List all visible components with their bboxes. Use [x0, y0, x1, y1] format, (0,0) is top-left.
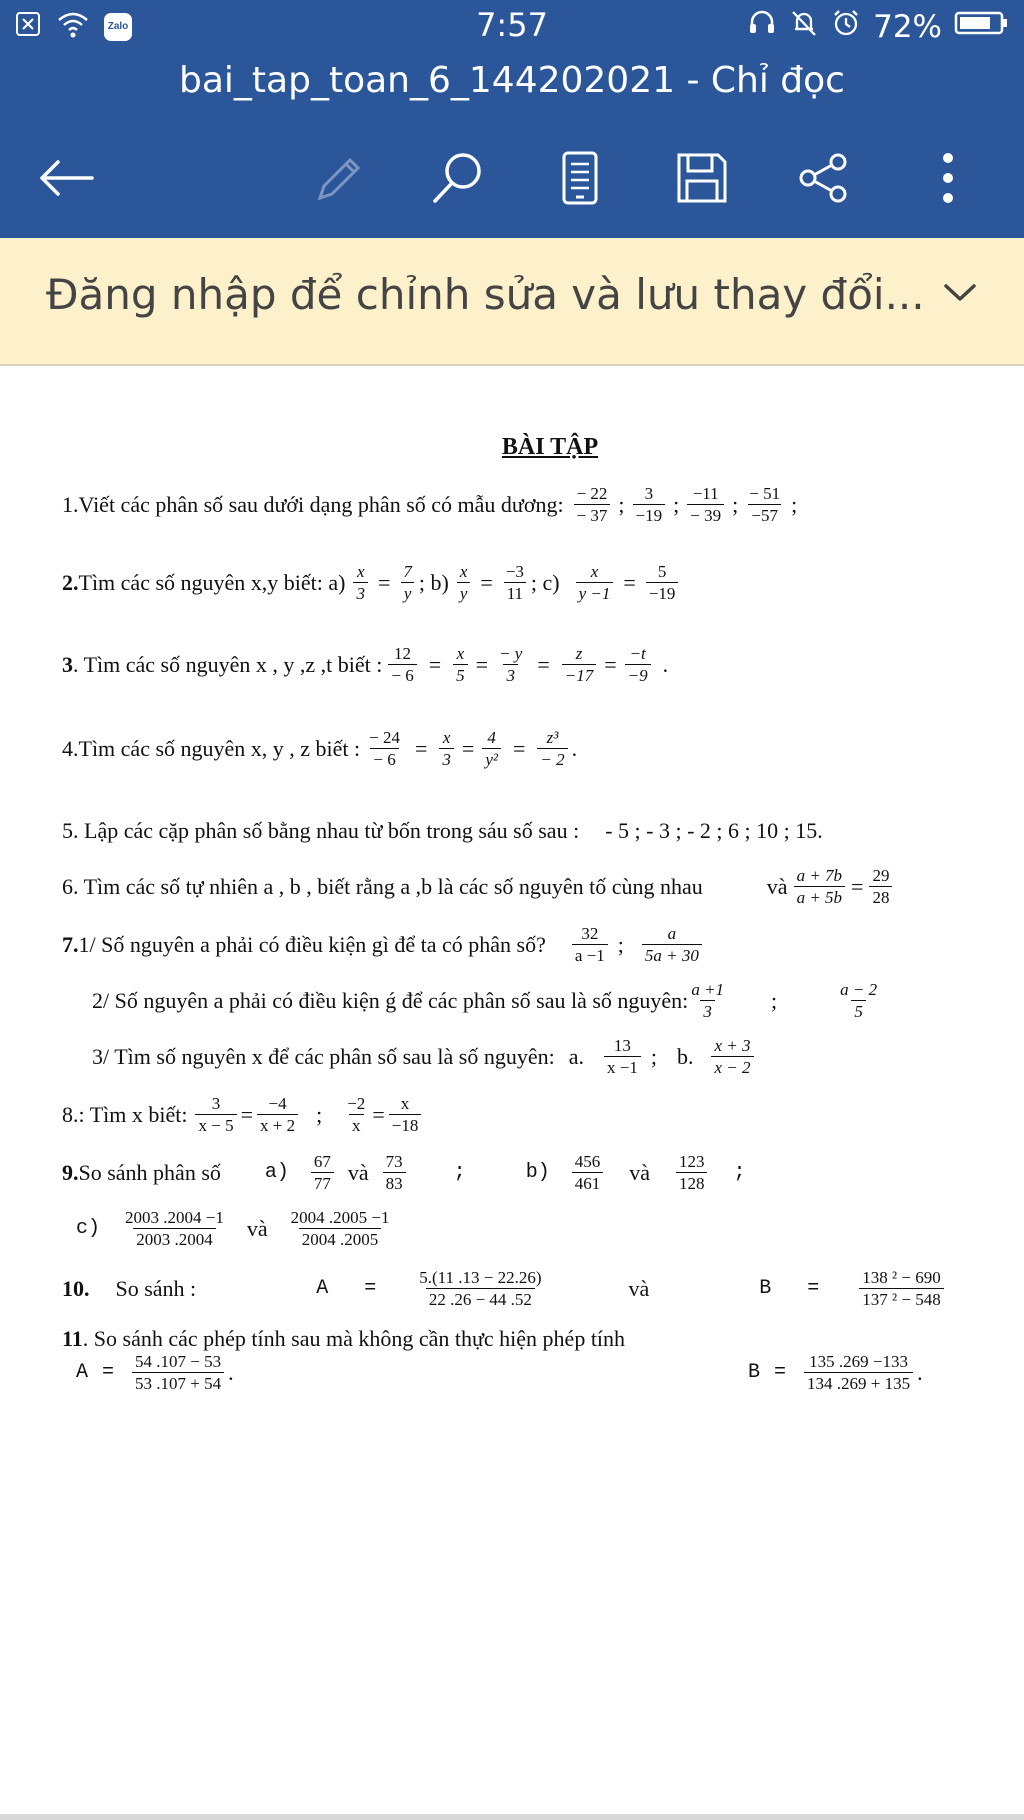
- fraction: $\frac{-3}{11}$: [503, 562, 527, 603]
- exercise-11-expression-a: A = $\frac{54 .107 - 53}{53 .107 + 54}$ .: [76, 1352, 234, 1393]
- zalo-app-icon: Zalo: [104, 13, 132, 41]
- fraction: $\frac{-2}{x}$: [347, 1094, 366, 1135]
- battery-level: 72%: [873, 9, 942, 45]
- sign-in-banner-text: Đăng nhập để chỉnh sửa và lưu thay đổi...: [46, 270, 925, 319]
- fraction: $\frac{12}{- 6}$: [388, 644, 416, 685]
- fraction: $\frac{- 24}{- 6}$: [369, 728, 400, 769]
- fraction: $\frac{3}{x - 5}$: [195, 1094, 236, 1135]
- app-bar: [0, 52, 1024, 238]
- fraction: $\frac{\text{138 ² − 690}}{\text{137 ² − 548}}$: [859, 1268, 943, 1309]
- document-title: bai_tap_toan_6_144202021 - Chỉ đọc: [179, 60, 845, 101]
- save-button[interactable]: [666, 142, 738, 214]
- search-button[interactable]: [422, 142, 494, 214]
- fraction: $\frac{29}{28}$: [869, 866, 892, 907]
- document-heading: BÀI TẬP: [501, 434, 599, 460]
- exercise-9-part-c: c) 2003 .2004 −1 2003 .2004 và 2004 .2005 −1 2004 .2005: [76, 1208, 396, 1249]
- sign-in-banner[interactable]: [0, 238, 1024, 366]
- fraction: $\frac{x}{-18}$: [389, 1094, 422, 1135]
- fraction: 2004 .2005 −1 2004 .2005: [290, 1208, 390, 1249]
- exercise-3: 3 . Tìm các số nguyên x , y ,z ,t biết : $\frac{12}{- 6}$ = $\frac{x}{5}$ = $\frac{- y}{3}$ = $\frac{z}{-17}$ = $\frac{-t}{-9}$ .: [62, 644, 669, 685]
- back-button[interactable]: [30, 142, 102, 214]
- exercise-10: 10. So sánh : A = $\frac{5.(11 .13 - 22.26)}{22 .26 - 44 .52}$ và B = $\frac{\text{138 ² − 690}}{\text{137 ² − 548}}$: [62, 1268, 948, 1309]
- exercise-11: 11 . So sánh các phép tính sau mà không cần thực hiện phép tính: [62, 1326, 626, 1351]
- fraction: − 22 − 37: [574, 484, 611, 525]
- share-button[interactable]: [788, 142, 860, 214]
- fraction: 2003 .2004 −1 2003 .2004: [125, 1208, 224, 1249]
- pencil-icon: [308, 150, 364, 206]
- exercise-7-part-2: 2/ Số nguyên a phải có điều kiện ǵ để các phân số sau là số nguyên: a +1 3 ; a − 2 5: [92, 980, 884, 1021]
- fraction: $\frac{-4}{x + 2}$: [257, 1094, 298, 1135]
- fraction: $\frac{z}{-17}$: [562, 644, 596, 685]
- chevron-down-icon: [942, 280, 978, 304]
- mobile-view-icon: [558, 150, 602, 206]
- share-icon: [796, 150, 852, 206]
- status-bar: [0, 0, 1024, 52]
- exercise-7: 7. 1/ Số nguyên a phải có điều kiện gì để ta có phân số? 32 a −1 ; a 5a + 30: [62, 924, 706, 965]
- more-vertical-icon: [938, 150, 958, 206]
- fraction: $\frac{- y}{3}$: [499, 644, 523, 685]
- fraction: −11 − 39: [687, 484, 724, 525]
- exercise-7-part-3: 3/ Tìm số nguyên x để các phân số sau là số nguyên: a. 13 x −1 ; b. x + 3 x − 2: [92, 1036, 758, 1077]
- exercise-6: 6. Tìm các số tự nhiên a , b , biết rằng a ,b là các số nguyên tố cùng nhau và $\frac{a + 7b}{a + 5b}$ = $\frac{29}{28}$: [62, 866, 896, 907]
- more-options-button[interactable]: [912, 142, 984, 214]
- fraction: $\frac{x}{3}$: [439, 728, 454, 769]
- fraction: 456 461: [572, 1152, 604, 1193]
- fraction: 13 x −1: [604, 1036, 641, 1077]
- exercise-9: 9. So sánh phân số a) 67 77 và 73 83 ; b) 456 461 và 123 128 ;: [62, 1152, 746, 1193]
- fraction: 73 83: [383, 1152, 406, 1193]
- battery-icon: [954, 9, 1008, 45]
- back-arrow-icon: [36, 158, 96, 198]
- fraction: $\frac{4}{\text{y²}}$: [482, 728, 501, 769]
- fraction: $\frac{135 .269 -133}{134 .269 + 135}$: [804, 1352, 913, 1393]
- fraction: x + 3 x − 2: [711, 1036, 753, 1077]
- exercise-4: 4.Tìm các số nguyên x, y , z biết : $\frac{- 24}{- 6}$ = $\frac{x}{3}$ = $\frac{4}{\text{y²}}$ = $\frac{\text{z³}}{- 2}$ .: [62, 728, 578, 769]
- fraction: 32 a −1: [572, 924, 608, 965]
- fraction: a − 2 5: [840, 980, 878, 1021]
- exercise-1-text: 1.Viết các phân số sau dưới dạng phân số có mẫu dương:: [62, 491, 564, 517]
- fraction: $\frac{7}{y}$: [400, 562, 415, 603]
- fraction: a 5a + 30: [642, 924, 702, 965]
- fraction: $\frac{a + 7b}{a + 5b}$: [794, 866, 845, 907]
- clock: 7:57: [476, 6, 548, 44]
- exercise-8: 8.: Tìm x biết: $\frac{3}{x - 5}$ = $\frac{-4}{x + 2}$ ; $\frac{-2}{x}$ = $\frac{x}{-18}$: [62, 1094, 425, 1135]
- expand-banner-button[interactable]: [942, 280, 978, 309]
- exercise-2: 2. Tìm các số nguyên x,y biết: a) $\frac{x}{3}$ = $\frac{7}{y}$ ; b) $\frac{x}{y}$ = $\frac{-3}{11}$ ; c) $\frac{x}{y -1}$ = $\frac{5}{-19}$: [62, 562, 682, 603]
- exercise-5: 5. Lập các cặp phân số bằng nhau từ bốn trong sáu số sau : - 5 ; - 3 ; - 2 ; 6 ; 10 ; 15.: [62, 818, 823, 843]
- document-page[interactable]: [0, 366, 1024, 1820]
- exercise-1: 1.Viết các phân số sau dưới dạng phân số có mẫu dương: − 22 − 37 ; 3 −19 ; −11 − 39 ; − 51 −57 ;: [62, 484, 798, 525]
- fraction: $\frac{x}{3}$: [353, 562, 368, 603]
- fraction: 67 77: [311, 1152, 334, 1193]
- fraction: $\frac{\text{z³}}{- 2}$: [537, 728, 567, 769]
- fraction: a +1 3: [691, 980, 725, 1021]
- fraction: $\frac{x}{y}$: [457, 562, 471, 603]
- search-icon: [429, 149, 487, 207]
- fraction: $\frac{5}{-19}$: [646, 562, 679, 603]
- fraction: 123 128: [676, 1152, 708, 1193]
- fraction: $\frac{x}{5}$: [453, 644, 468, 685]
- fraction: $\frac{-t}{-9}$: [625, 644, 651, 685]
- bottom-edge: [0, 1814, 1024, 1820]
- mute-bell-icon: [789, 8, 819, 46]
- fraction: $\frac{x}{y -1}$: [576, 562, 614, 603]
- fraction: 3 −19: [633, 484, 666, 525]
- alarm-icon: [831, 8, 861, 46]
- fraction: $\frac{54 .107 - 53}{53 .107 + 54}$: [132, 1352, 224, 1393]
- mobile-view-button[interactable]: [544, 142, 616, 214]
- edit-button[interactable]: [300, 142, 372, 214]
- exercise-11-expression-b: B = $\frac{135 .269 -133}{134 .269 + 135}$ .: [748, 1352, 923, 1393]
- save-icon: [674, 150, 730, 206]
- fraction: $\frac{5.(11 .13 - 22.26)}{22 .26 - 44 .52}$: [419, 1268, 542, 1309]
- fraction: − 51 −57: [749, 484, 781, 525]
- headset-icon: [747, 8, 777, 46]
